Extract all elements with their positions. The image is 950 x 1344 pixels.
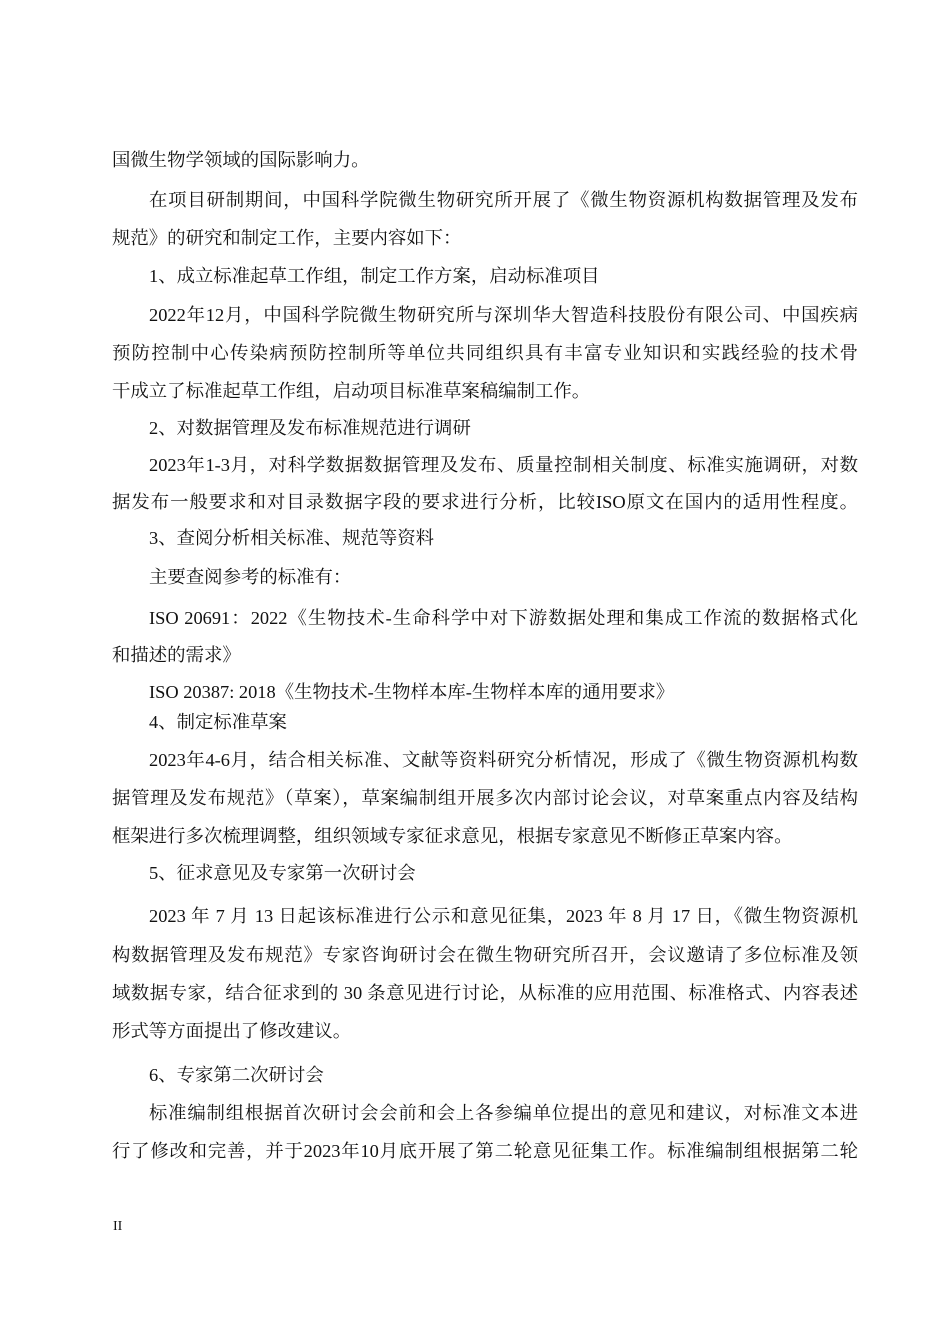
- text-line: 形式等方面提出了修改建议。: [112, 1021, 352, 1041]
- text-line: 主要查阅参考的标准有：: [149, 567, 352, 587]
- text-line: 和描述的需求》: [112, 645, 241, 665]
- text-line: 域数据专家，结合征求到的 30 条意见进行讨论，从标准的应用范围、标准格式、内容表述: [112, 983, 858, 1003]
- text-line: 标准编制组根据首次研讨会会前和会上各参编单位提出的意见和建议，对标准文本进: [149, 1103, 858, 1123]
- text-line: 2023 年 7 月 13 日起该标准进行公示和意见征集，2023 年 8 月 17 日，《微生物资源机: [149, 906, 858, 926]
- text-line: 据管理及发布规范》（草案），草案编制组开展多次内部讨论会议，对草案重点内容及结构: [112, 788, 858, 808]
- text-line: 2、对数据管理及发布标准规范进行调研: [149, 418, 471, 438]
- text-line: 框架进行多次梳理调整，组织领域专家征求意见，根据专家意见不断修正草案内容。: [112, 826, 793, 846]
- text-line: 在项目研制期间，中国科学院微生物研究所开展了《微生物资源机构数据管理及发布: [149, 190, 858, 210]
- text-line: 6、专家第二次研讨会: [149, 1065, 324, 1085]
- text-line: 据发布一般要求和对目录数据字段的要求进行分析，比较ISO原文在国内的适用性程度。: [112, 492, 858, 512]
- text-line: 2023年1-3月，对科学数据数据管理及发布、质量控制相关制度、标准实施调研，对数: [149, 455, 858, 475]
- text-line: ISO 20387: 2018《生物技术-生物样本库-生物样本库的通用要求》: [149, 682, 675, 702]
- page-number: II: [113, 1219, 123, 1234]
- text-line: 3、查阅分析相关标准、规范等资料: [149, 528, 435, 548]
- text-line: 干成立了标准起草工作组，启动项目标准草案稿编制工作。: [112, 381, 591, 401]
- text-line: 5、征求意见及专家第一次研讨会: [149, 863, 416, 883]
- text-line: 构数据管理及发布规范》专家咨询研讨会在微生物研究所召开，会议邀请了多位标准及领: [112, 945, 858, 965]
- text-line: 规范》的研究和制定工作，主要内容如下：: [112, 228, 462, 248]
- text-line: ISO 20691：2022《生物技术-生命科学中对下游数据处理和集成工作流的数据格式化: [149, 608, 858, 628]
- text-line: 2023年4-6月，结合相关标准、文献等资料研究分析情况，形成了《微生物资源机构数: [149, 750, 858, 770]
- text-line: 1、成立标准起草工作组，制定工作方案，启动标准项目: [149, 266, 600, 286]
- text-line: 2022年12月，中国科学院微生物研究所与深圳华大智造科技股份有限公司、中国疾病: [149, 305, 858, 325]
- text-line: 4、制定标准草案: [149, 712, 287, 732]
- text-line: 行了修改和完善，并于2023年10月底开展了第二轮意见征集工作。标准编制组根据第二轮: [112, 1141, 858, 1161]
- text-line: 预防控制中心传染病预防控制所等单位共同组织具有丰富专业知识和实践经验的技术骨: [112, 343, 858, 363]
- text-line: 国微生物学领域的国际影响力。: [112, 150, 370, 170]
